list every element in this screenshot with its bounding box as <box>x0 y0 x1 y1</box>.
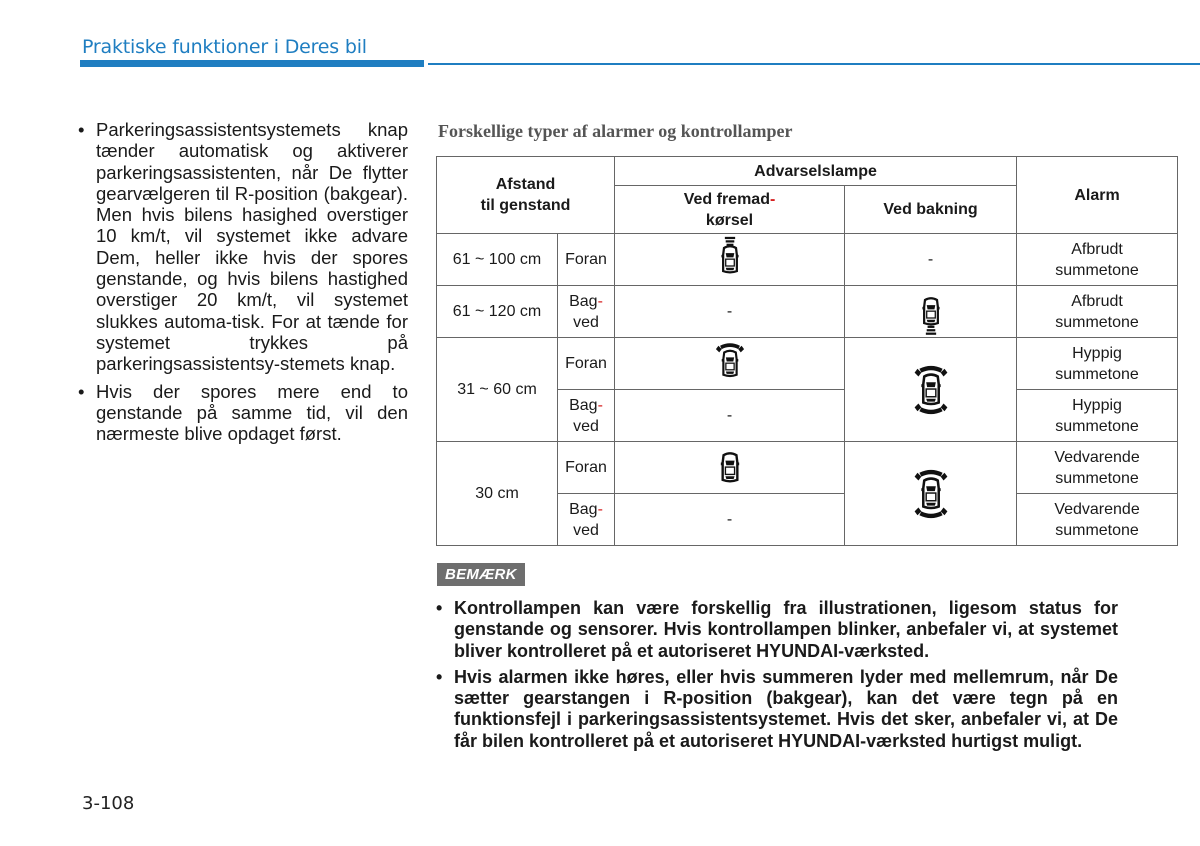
alarm-table <box>436 156 1178 546</box>
reverse-lamp-cell <box>845 442 1017 546</box>
header-alarm: Alarm <box>1017 157 1178 234</box>
header-rule <box>428 63 1200 65</box>
table-row <box>437 442 1178 494</box>
direction-cell <box>558 286 615 338</box>
alarm-line2: summetone <box>1055 313 1139 331</box>
reverse-lamp-cell <box>845 286 1017 338</box>
note-bullet-text: Kontrollampen kan være forskellig fra illustrationen, ligesom status for genstande og sensorer. Hvis kontrollampen blinker, anbefaler vi, at systemet bliver kontrolleret på et autoriseret HYUNDAI-værksted. <box>454 598 1118 661</box>
note-badge: BEMÆRK <box>437 563 525 586</box>
direction-cell <box>558 494 615 546</box>
car-all-sensors-icon <box>911 362 951 418</box>
reverse-lamp-cell <box>845 338 1017 442</box>
distance-cell: 61 ~ 100 cm <box>437 234 558 286</box>
alarm-line1: Vedvarende <box>1054 500 1140 518</box>
alarm-line2: summetone <box>1055 365 1139 383</box>
bullet-dot-icon: • <box>436 598 443 618</box>
alarm-cell <box>1017 494 1178 546</box>
alarm-line2: summetone <box>1055 521 1139 539</box>
page-number: 3-108 <box>82 793 135 814</box>
alarm-line2: summetone <box>1055 469 1139 487</box>
note-bullet-item <box>436 667 1118 752</box>
note-bullet-text: Hvis alarmen ikke høres, eller hvis summeren lyder med mellemrum, når De sætter gearstangen i R-position (bakgear), kan det være tegn på en funktionsfejl i parkeringsassistentsystemet. Hvis det sker, anbefaler vi, at De får bilen kontrolleret på et autoriseret HYUNDAI-værksted hurtigst muligt. <box>454 666 1118 751</box>
car-front-sensor-center-icon <box>712 236 748 284</box>
bullet-text: Hvis der spores mere end to genstande på samme tid, vil den nærmeste blive opdaget først. <box>96 380 408 445</box>
header-forward <box>615 186 845 234</box>
direction-hyphen: - <box>597 500 603 518</box>
alarm-line1: Hyppig <box>1072 396 1122 414</box>
alarm-line1: Hyppig <box>1072 344 1122 362</box>
forward-lamp-cell <box>615 234 845 286</box>
alarm-line2: summetone <box>1055 417 1139 435</box>
header-forward-part1: Ved fremad <box>683 190 770 208</box>
forward-lamp-cell: - <box>615 286 845 338</box>
forward-lamp-cell <box>615 442 845 494</box>
reverse-lamp-cell: - <box>845 234 1017 286</box>
direction-part1: Bag <box>569 500 598 518</box>
header-forward-part2: kørsel <box>705 211 754 229</box>
table-row <box>437 234 1178 286</box>
header-reverse: Ved bakning <box>845 186 1017 234</box>
distance-cell: 30 cm <box>437 442 558 546</box>
direction-hyphen: - <box>597 396 603 414</box>
intro-bullets <box>78 119 408 444</box>
direction-hyphen: - <box>597 292 603 310</box>
header-distance-line1: Afstand <box>495 176 556 193</box>
note-bullet-item <box>436 598 1118 662</box>
distance-cell: 31 ~ 60 cm <box>437 338 558 442</box>
direction-cell <box>558 390 615 442</box>
direction-cell: Foran <box>558 338 615 390</box>
header-forward-hyphen: - <box>769 190 776 208</box>
direction-part2: ved <box>573 521 599 539</box>
car-rear-sensor-center-icon <box>913 288 949 336</box>
direction-part2: ved <box>573 417 599 435</box>
forward-lamp-cell: - <box>615 494 845 546</box>
alarm-line1: Afbrudt <box>1071 240 1123 258</box>
alarm-cell <box>1017 234 1178 286</box>
bullet-item <box>78 119 408 375</box>
alarm-cell <box>1017 390 1178 442</box>
table-caption: Forskellige typer af alarmer og kontrollamper <box>438 121 793 141</box>
section-header-title: Praktiske funktioner i Deres bil <box>82 36 367 58</box>
table-row <box>437 338 1178 390</box>
car-front-sensor-full-icon <box>711 340 749 388</box>
alarm-cell <box>1017 286 1178 338</box>
alarm-line1: Afbrudt <box>1071 292 1123 310</box>
note-bullets <box>436 598 1118 752</box>
header-accent-bar <box>80 60 424 67</box>
table-row <box>437 286 1178 338</box>
car-icon <box>712 446 748 490</box>
forward-lamp-cell: - <box>615 390 845 442</box>
alarm-line1: Vedvarende <box>1054 448 1140 466</box>
bullet-text: Parkeringsassistentsystemets knap tænder automatisk og aktiverer parkeringsassistenten, når De flytter gearvælgeren til R-position (bakgear). Men hvis bilens hasighed overstiger 10 km/t, vil systemet ikke advare Dem, heller ikke hvis der spores genstande, og hvis bilens hastighed overstiger 20 km/t, vil systemet slukkes automa-tisk. For at tænde for systemet trykkes på parkeringsassistentsy-stemets knap. <box>96 119 408 375</box>
bullet-dot-icon: • <box>78 380 85 402</box>
alarm-line2: summetone <box>1055 261 1139 279</box>
bullet-item <box>78 381 408 445</box>
bullet-dot-icon: • <box>78 119 85 140</box>
direction-cell: Foran <box>558 442 615 494</box>
direction-part1: Bag <box>569 292 598 310</box>
header-distance <box>437 157 615 234</box>
header-warning-lamp: Advarselslampe <box>615 157 1017 186</box>
car-all-sensors-icon <box>911 466 951 522</box>
direction-part1: Bag <box>569 396 598 414</box>
direction-cell: Foran <box>558 234 615 286</box>
bullet-dot-icon: • <box>436 666 443 687</box>
direction-part2: ved <box>573 313 599 331</box>
header-distance-line2: til genstand <box>480 197 571 214</box>
forward-lamp-cell <box>615 338 845 390</box>
alarm-cell <box>1017 442 1178 494</box>
alarm-cell <box>1017 338 1178 390</box>
distance-cell: 61 ~ 120 cm <box>437 286 558 338</box>
